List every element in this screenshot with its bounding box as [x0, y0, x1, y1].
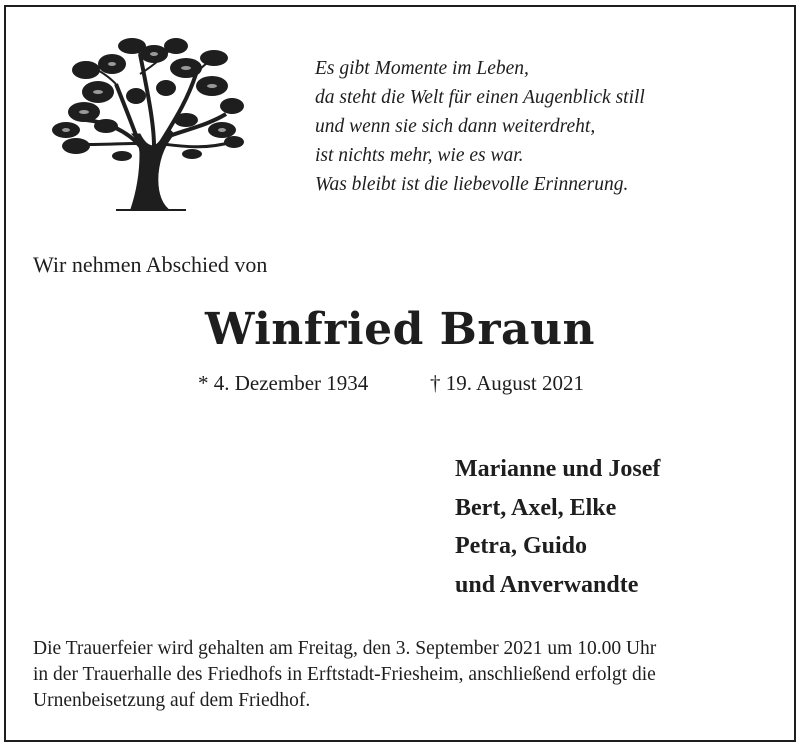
- mourner-line: Petra, Guido: [455, 533, 587, 559]
- poem-line: Es gibt Momente im Leben,: [315, 58, 529, 79]
- death-date: † 19. August 2021: [430, 371, 585, 395]
- notice-line: in der Trauerhalle des Friedhofs in Erftstadt-Friesheim, anschließend erfolgt die: [33, 664, 656, 685]
- poem-line: Was bleibt ist die liebevolle Erinnerung.: [315, 174, 629, 195]
- mourner-line: Bert, Axel, Elke: [455, 494, 617, 521]
- mourner-line: Marianne und Josef: [455, 456, 661, 482]
- mourners-list: [455, 450, 660, 604]
- deceased-name: Winfried Braun: [204, 304, 596, 355]
- notice-line: Urnenbeisetzung auf dem Friedhof.: [33, 690, 311, 711]
- poem-line: ist nichts mehr, wie es war.: [315, 145, 524, 166]
- poem: [315, 54, 645, 199]
- poem-line: da steht die Welt für einen Augenblick still: [315, 87, 645, 108]
- mourner-line: und Anverwandte: [455, 571, 639, 598]
- birth-date: * 4. Dezember 1934: [198, 371, 369, 395]
- poem-line: und wenn sie sich dann weiterdreht,: [315, 116, 596, 137]
- farewell-intro: Wir nehmen Abschied von: [33, 252, 268, 277]
- notice-line: Die Trauerfeier wird gehalten am Freitag, den 3. September 2021 um 10.00 Uhr: [33, 638, 657, 659]
- tree-icon: [36, 34, 246, 212]
- funeral-notice: [33, 636, 656, 714]
